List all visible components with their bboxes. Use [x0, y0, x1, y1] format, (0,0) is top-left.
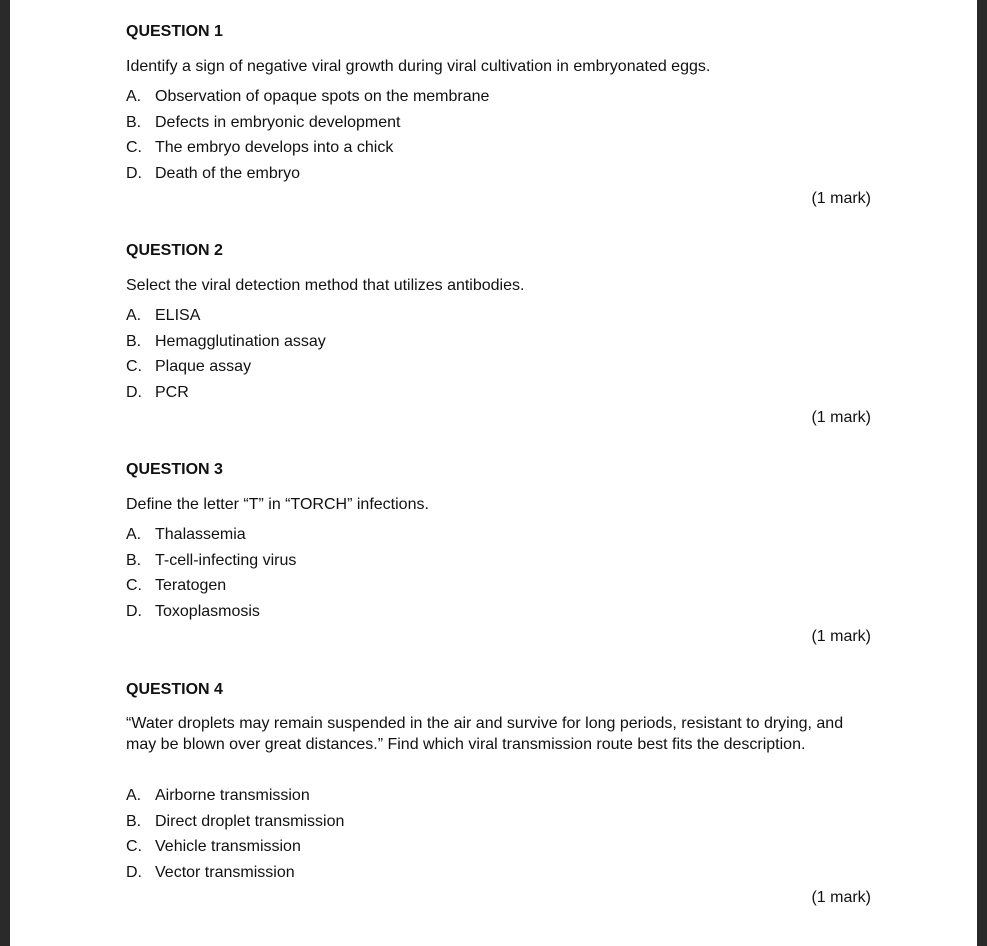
option-text: Toxoplasmosis	[155, 602, 260, 620]
option-letter: A.	[126, 787, 142, 804]
option-letter: D.	[126, 863, 142, 881]
option-text: PCR	[155, 383, 189, 401]
right-border	[977, 0, 987, 946]
option-letter: D.	[126, 602, 142, 620]
option-d	[126, 383, 326, 409]
option-a	[126, 87, 489, 113]
option-c	[126, 576, 296, 602]
option-c	[126, 357, 326, 383]
option-text: Death of the embryo	[155, 164, 300, 182]
option-letter: D.	[126, 383, 142, 401]
question-2	[126, 241, 871, 433]
question-title: QUESTION 1	[126, 23, 223, 40]
option-text: Observation of opaque spots on the membrane	[155, 88, 490, 105]
mark-label: (1 mark)	[811, 190, 871, 207]
question-text: Identify a sign of negative viral growth during viral cultivation in embryonated eggs.	[126, 58, 711, 75]
option-a	[126, 306, 326, 332]
mark-label: (1 mark)	[811, 409, 871, 426]
option-text: Airborne transmission	[155, 787, 310, 804]
question-4	[126, 680, 871, 912]
option-text: Direct droplet transmission	[155, 812, 345, 830]
option-b	[126, 812, 344, 838]
option-letter: B.	[126, 551, 142, 569]
option-letter: B.	[126, 113, 142, 131]
option-a	[126, 525, 296, 551]
option-text: Thalassemia	[155, 526, 246, 543]
exam-page	[10, 0, 977, 946]
option-text: Vector transmission	[155, 863, 295, 881]
option-b	[126, 113, 489, 139]
question-text: “Water droplets may remain suspended in the air and survive for long periods, resistant to drying, and may be blown over great distances.” Find which viral transmission route best fits the description.	[126, 715, 844, 753]
option-text: Teratogen	[155, 577, 227, 595]
option-a	[126, 786, 344, 812]
mark-label: (1 mark)	[811, 628, 871, 645]
option-c	[126, 138, 489, 164]
option-list	[126, 786, 344, 888]
option-d	[126, 863, 344, 889]
option-c	[126, 837, 344, 863]
option-list	[126, 525, 296, 627]
question-title: QUESTION 2	[126, 242, 223, 259]
option-d	[126, 164, 489, 190]
option-text: Defects in embryonic development	[155, 113, 401, 131]
option-letter: A.	[126, 88, 142, 105]
question-title: QUESTION 3	[126, 461, 223, 478]
option-list	[126, 306, 326, 408]
option-letter: C.	[126, 139, 142, 157]
option-letter: C.	[126, 577, 142, 595]
option-text: Hemagglutination assay	[155, 332, 326, 350]
question-3	[126, 460, 871, 652]
option-letter: B.	[126, 812, 142, 830]
option-text: T-cell-infecting virus	[155, 551, 297, 569]
option-d	[126, 602, 296, 628]
left-border	[0, 0, 10, 946]
option-letter: B.	[126, 332, 142, 350]
option-letter: D.	[126, 164, 142, 182]
option-letter: A.	[126, 526, 142, 543]
question-text: Select the viral detection method that utilizes antibodies.	[126, 277, 525, 294]
option-letter: A.	[126, 307, 142, 324]
option-b	[126, 551, 296, 577]
question-text: Define the letter “T” in “TORCH” infections.	[126, 496, 429, 513]
option-text: The embryo develops into a chick	[155, 139, 394, 157]
option-b	[126, 332, 326, 358]
question-title: QUESTION 4	[126, 681, 223, 698]
option-letter: C.	[126, 838, 142, 856]
option-text: ELISA	[155, 307, 201, 324]
option-text: Vehicle transmission	[155, 838, 301, 856]
question-1	[126, 22, 871, 214]
option-letter: C.	[126, 358, 142, 376]
option-text: Plaque assay	[155, 358, 252, 376]
option-list	[126, 87, 489, 189]
mark-label: (1 mark)	[811, 889, 871, 906]
